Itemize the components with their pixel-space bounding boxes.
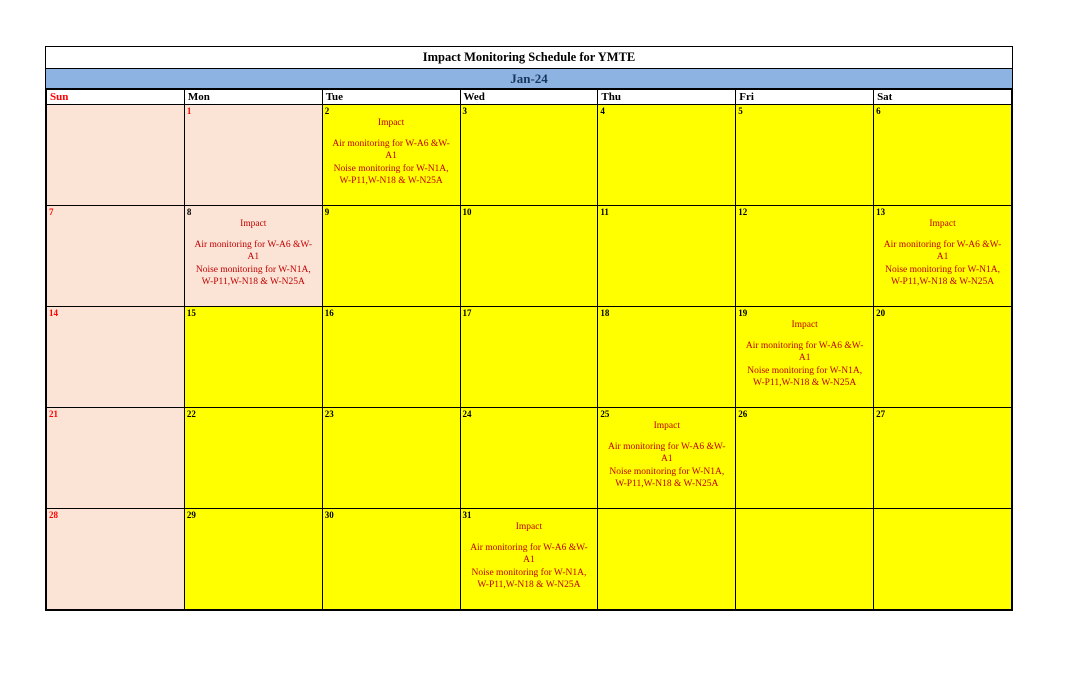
day-number: 29 — [186, 510, 196, 520]
calendar-day-cell[interactable] — [322, 408, 460, 509]
calendar-week-row — [47, 408, 1012, 509]
calendar-grid — [46, 89, 1012, 610]
calendar-day-cell[interactable] — [460, 509, 598, 610]
day-number: 17 — [462, 308, 472, 318]
calendar-event[interactable] — [598, 420, 735, 491]
event-detail-line-3: W-P11,W-N18 & W-N25A — [615, 479, 719, 489]
calendar-day-cell[interactable] — [184, 408, 322, 509]
day-number: 20 — [876, 308, 886, 318]
event-title: Impact — [515, 522, 543, 532]
calendar-day-cell[interactable] — [598, 509, 736, 610]
day-number: 26 — [738, 409, 748, 419]
event-detail-line-2: Noise monitoring for W-N1A, — [747, 365, 863, 376]
calendar-day-cell[interactable] — [184, 105, 322, 206]
event-detail-line-2: Noise monitoring for W-N1A, — [333, 163, 449, 174]
weekday-header-tue: Tue — [322, 90, 460, 105]
event-detail-line-1: Air monitoring for W-A6 &W-A1 — [194, 239, 313, 262]
calendar-body — [47, 105, 1012, 610]
calendar-day-cell[interactable] — [736, 509, 874, 610]
calendar-week-row — [47, 206, 1012, 307]
calendar-event[interactable] — [185, 218, 322, 289]
event-detail-line-3: W-P11,W-N18 & W-N25A — [890, 277, 995, 287]
day-number: 22 — [186, 409, 196, 419]
calendar-day-cell[interactable] — [322, 105, 460, 206]
event-detail-line-1: Air monitoring for W-A6 &W-A1 — [470, 542, 588, 565]
calendar-day-cell[interactable] — [736, 105, 874, 206]
event-title: Impact — [377, 118, 405, 128]
calendar-day-cell[interactable] — [322, 307, 460, 408]
calendar-day-cell[interactable] — [874, 206, 1012, 307]
weekday-header-thu: Thu — [598, 90, 736, 105]
day-number: 16 — [324, 308, 334, 318]
calendar-day-cell[interactable] — [874, 408, 1012, 509]
day-number: 30 — [324, 510, 334, 520]
day-number: 2 — [324, 106, 330, 116]
calendar-day-cell[interactable] — [460, 408, 598, 509]
day-number — [874, 509, 1011, 510]
day-number: 15 — [186, 308, 196, 318]
calendar-day-cell[interactable] — [874, 307, 1012, 408]
event-detail-line-2: Noise monitoring for W-N1A, — [885, 264, 1000, 275]
calendar-event[interactable] — [461, 521, 598, 592]
calendar-week-row — [47, 509, 1012, 610]
day-number: 6 — [876, 106, 881, 116]
day-number: 9 — [324, 207, 330, 217]
calendar-day-cell[interactable] — [598, 206, 736, 307]
day-number: 4 — [600, 106, 605, 116]
day-number: 24 — [462, 409, 472, 419]
calendar-event[interactable] — [874, 218, 1011, 289]
page-title: Impact Monitoring Schedule for YMTE — [46, 47, 1012, 69]
weekday-header-row — [47, 90, 1012, 105]
calendar-day-cell[interactable] — [184, 509, 322, 610]
day-number: 10 — [462, 207, 472, 217]
calendar-day-cell[interactable] — [322, 509, 460, 610]
weekday-header-sun: Sun — [47, 90, 185, 105]
calendar-day-cell[interactable] — [460, 307, 598, 408]
event-detail-line-2: Noise monitoring for W-N1A, — [471, 567, 587, 578]
day-number — [598, 509, 735, 510]
weekday-header-fri: Fri — [736, 90, 874, 105]
event-detail-line-1: Air monitoring for W-A6 &W-A1 — [332, 138, 450, 161]
day-number: 12 — [738, 207, 748, 217]
month-label: Jan-24 — [46, 69, 1012, 89]
weekday-header-sat: Sat — [874, 90, 1012, 105]
calendar-day-cell[interactable] — [460, 105, 598, 206]
calendar-day-cell[interactable] — [47, 206, 185, 307]
weekday-header-wed: Wed — [460, 90, 598, 105]
event-detail-line-3: W-P11,W-N18 & W-N25A — [339, 176, 443, 186]
calendar-day-cell[interactable] — [736, 307, 874, 408]
event-detail-line-1: Air monitoring for W-A6 &W-A1 — [608, 441, 726, 464]
event-detail-line-1: Air monitoring for W-A6 &W-A1 — [745, 340, 864, 363]
day-number: 27 — [876, 409, 886, 419]
day-number: 19 — [738, 308, 748, 318]
calendar-day-cell[interactable] — [47, 307, 185, 408]
event-title: Impact — [240, 219, 267, 229]
calendar-container — [45, 46, 1013, 611]
calendar-week-row — [47, 105, 1012, 206]
calendar-day-cell[interactable] — [460, 206, 598, 307]
day-number: 28 — [49, 510, 58, 520]
day-number: 31 — [462, 510, 472, 520]
event-title: Impact — [929, 219, 956, 229]
calendar-day-cell[interactable] — [736, 408, 874, 509]
day-number: 1 — [186, 106, 192, 116]
event-detail-line-2: Noise monitoring for W-N1A, — [195, 264, 311, 275]
day-number: 14 — [49, 308, 58, 318]
calendar-day-cell[interactable] — [598, 105, 736, 206]
calendar-day-cell[interactable] — [322, 206, 460, 307]
calendar-day-cell[interactable] — [47, 408, 185, 509]
calendar-day-cell[interactable] — [184, 206, 322, 307]
day-number: 5 — [738, 106, 743, 116]
calendar-day-cell[interactable] — [874, 509, 1012, 610]
day-number: 25 — [600, 409, 610, 419]
calendar-week-row — [47, 307, 1012, 408]
calendar-event[interactable] — [736, 319, 873, 390]
event-title: Impact — [791, 320, 818, 330]
event-detail-line-3: W-P11,W-N18 & W-N25A — [201, 277, 305, 287]
day-number: 13 — [876, 207, 886, 217]
event-title: Impact — [653, 421, 680, 431]
calendar-event[interactable] — [323, 117, 460, 188]
day-number: 3 — [462, 106, 468, 116]
calendar-day-cell[interactable] — [184, 307, 322, 408]
day-number: 7 — [49, 207, 54, 217]
calendar-day-cell[interactable] — [598, 408, 736, 509]
calendar-day-cell[interactable] — [874, 105, 1012, 206]
day-number — [47, 105, 184, 106]
weekday-header-mon: Mon — [184, 90, 322, 105]
calendar-day-cell[interactable] — [47, 509, 185, 610]
event-detail-line-1: Air monitoring for W-A6 &W-A1 — [883, 239, 1002, 262]
day-number: 23 — [324, 409, 334, 419]
day-number — [736, 509, 873, 510]
calendar-day-cell[interactable] — [47, 105, 185, 206]
calendar-day-cell[interactable] — [736, 206, 874, 307]
calendar-day-cell[interactable] — [598, 307, 736, 408]
day-number: 21 — [49, 409, 58, 419]
day-number: 11 — [600, 207, 609, 217]
day-number: 8 — [186, 207, 192, 217]
event-detail-line-3: W-P11,W-N18 & W-N25A — [477, 580, 581, 590]
event-detail-line-2: Noise monitoring for W-N1A, — [609, 466, 725, 477]
event-detail-line-3: W-P11,W-N18 & W-N25A — [753, 378, 857, 388]
day-number: 18 — [600, 308, 610, 318]
